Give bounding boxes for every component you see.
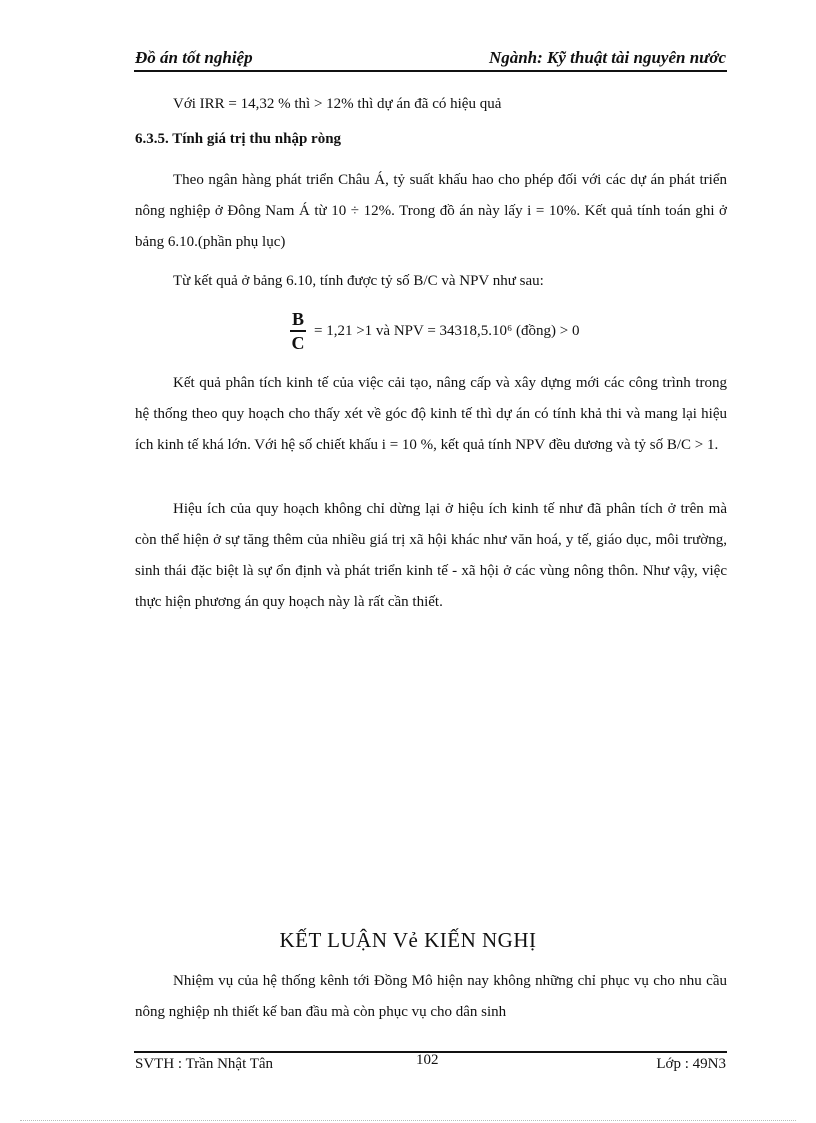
paragraph-bc-intro: Từ kết quả ở bảng 6.10, tính được tỷ số B/C và NPV như sau: (173, 273, 544, 289)
page-bottom-edge (20, 1120, 796, 1121)
paragraph-social-benefits: Hiệu ích của quy hoạch không chỉ dừng lại ở hiệu ích kinh tế như đã phân tích ở trên mà còn thể hiện ở sự tăng thêm của nhiều giá trị xã hội khác như văn hoá, y tế, giáo dục, môi trường, sinh thái đặc biệt là sự ổn định và phát triển kinh tế - xã hội ở các vùng nông thôn. Như vậy, việc thực hiện phương án quy hoạch này là rất cần thiết. (135, 501, 727, 610)
fraction-bar (290, 330, 306, 332)
bc-npv-formula (290, 306, 579, 356)
footer-class: Lớp : 49N3 (656, 1056, 726, 1072)
header-document-type: Đồ án tốt nghiệp (135, 48, 253, 67)
irr-statement: Với IRR = 14,32 % thì > 12% thì dự án đã có hiệu quả (173, 96, 502, 112)
page-number: 102 (416, 1052, 439, 1068)
paragraph-discount-rate: Theo ngân hàng phát triển Châu Á, tỷ suất khấu hao cho phép đối với các dự án phát triển nông nghiệp ở Đông Nam Á từ 10 ÷ 12%. Trong đồ án này lấy i = 10%. Kết quả tính toán ghi ở bảng 6.10.(phần phụ lục) (135, 172, 727, 250)
header-divider (134, 70, 727, 72)
section-heading: 6.3.5. Tính giá trị thu nhập ròng (135, 131, 342, 147)
formula-result: = 1,21 >1 và NPV = 34318,5.10⁶ (đồng) > 0 (314, 322, 580, 339)
paragraph-economic-analysis: Kết quả phân tích kinh tế của việc cải tạo, nâng cấp và xây dựng mới các công trình trong hệ thống theo quy hoạch cho thấy xét về góc độ kinh tế thì dự án có tính khả thi và mang lại hiệu ích kinh tế khá lớn. Với hệ số chiết khấu i = 10 %, kết quả tính NPV đều dương và tỷ số B/C > 1. (135, 375, 727, 453)
fraction-denominator: C (291, 333, 305, 353)
paragraph-conclusion: Nhiệm vụ của hệ thống kênh tới Đồng Mô hiện nay không những chỉ phục vụ cho nhu cầu nông nghiệp nh thiết kế ban đầu mà còn phục vụ cho dân sinh (135, 973, 727, 1020)
fraction-numerator: B (291, 309, 304, 329)
footer-student: SVTH : Trần Nhật Tân (135, 1056, 274, 1072)
bc-fraction (290, 309, 306, 353)
header-major: Ngành: Kỹ thuật tài nguyên nước (488, 48, 726, 67)
conclusion-title: KẾT LUẬN Vẻ KIẾN NGHỊ (279, 928, 537, 952)
